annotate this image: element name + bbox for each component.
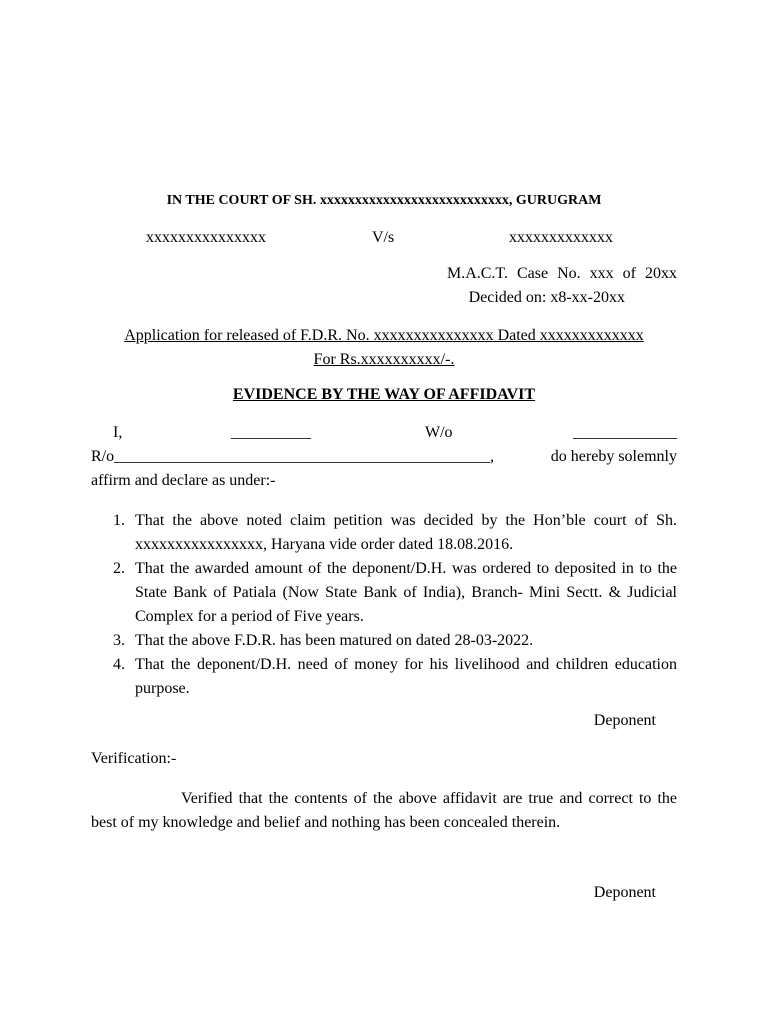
point-text: That the awarded amount of the deponent/D.H. was ordered to deposited in to the State Bank of Patiala (Now State Bank of India), Branch- Mini Sectt. & Judicial Complex for a period of Five years. (135, 560, 677, 625)
affidavit-points (91, 509, 677, 701)
point-text: That the deponent/D.H. need of money for his livelihood and children education purpose. (135, 656, 677, 697)
verification-heading: Verification:- (91, 750, 177, 767)
list-item (91, 653, 677, 701)
court-heading: IN THE COURT OF SH. xxxxxxxxxxxxxxxxxxxxxxxxxxx, GURUGRAM (166, 193, 602, 208)
petitioner-name: xxxxxxxxxxxxxxx (146, 229, 266, 246)
affidavit-title: EVIDENCE BY THE WAY OF AFFIDAVIT (232, 386, 536, 403)
point-text: That the above F.D.R. has been matured on dated 28-03-2022. (135, 632, 534, 649)
ro-label: R/o_______________________________________________, (91, 448, 495, 465)
wo-blank: _____________ (573, 424, 677, 441)
verification-text: Verified that the contents of the above affidavit are true and correct to the best of my knowledge and belief and nothing has been concealed therein. (91, 790, 677, 831)
deponent-signature-2: Deponent (593, 884, 656, 901)
wo-label: W/o (425, 424, 453, 441)
versus-label: V/s (372, 229, 395, 246)
list-item (91, 557, 677, 629)
deponent-signature-1: Deponent (593, 712, 656, 729)
list-item (91, 629, 677, 653)
point-number: 3. (113, 632, 125, 649)
ro-tail: do hereby solemnly (550, 448, 677, 465)
affirm-line: affirm and declare as under:- (91, 472, 276, 489)
application-title-line-2: For Rs.xxxxxxxxxx/-. (313, 351, 455, 368)
respondent-name: xxxxxxxxxxxxx (509, 229, 613, 246)
point-text: That the above noted claim petition was decided by the Hon’ble court of Sh. xxxxxxxxxxxxxxxx, Haryana vide order dated 18.08.2016. (135, 512, 677, 553)
point-number: 2. (113, 560, 125, 577)
point-number: 4. (113, 656, 125, 673)
i-label: I, (113, 424, 123, 441)
decided-date: Decided on: x8-xx-20xx (468, 289, 625, 306)
point-number: 1. (113, 512, 125, 529)
list-item (91, 509, 677, 557)
residence-line (91, 448, 677, 466)
case-number: M.A.C.T. Case No. xxx of 20xx (446, 265, 677, 282)
name-blank: __________ (231, 424, 311, 441)
application-title-line-1: Application for released of F.D.R. No. xxxxxxxxxxxxxxx Dated xxxxxxxxxxxxx (124, 327, 644, 344)
